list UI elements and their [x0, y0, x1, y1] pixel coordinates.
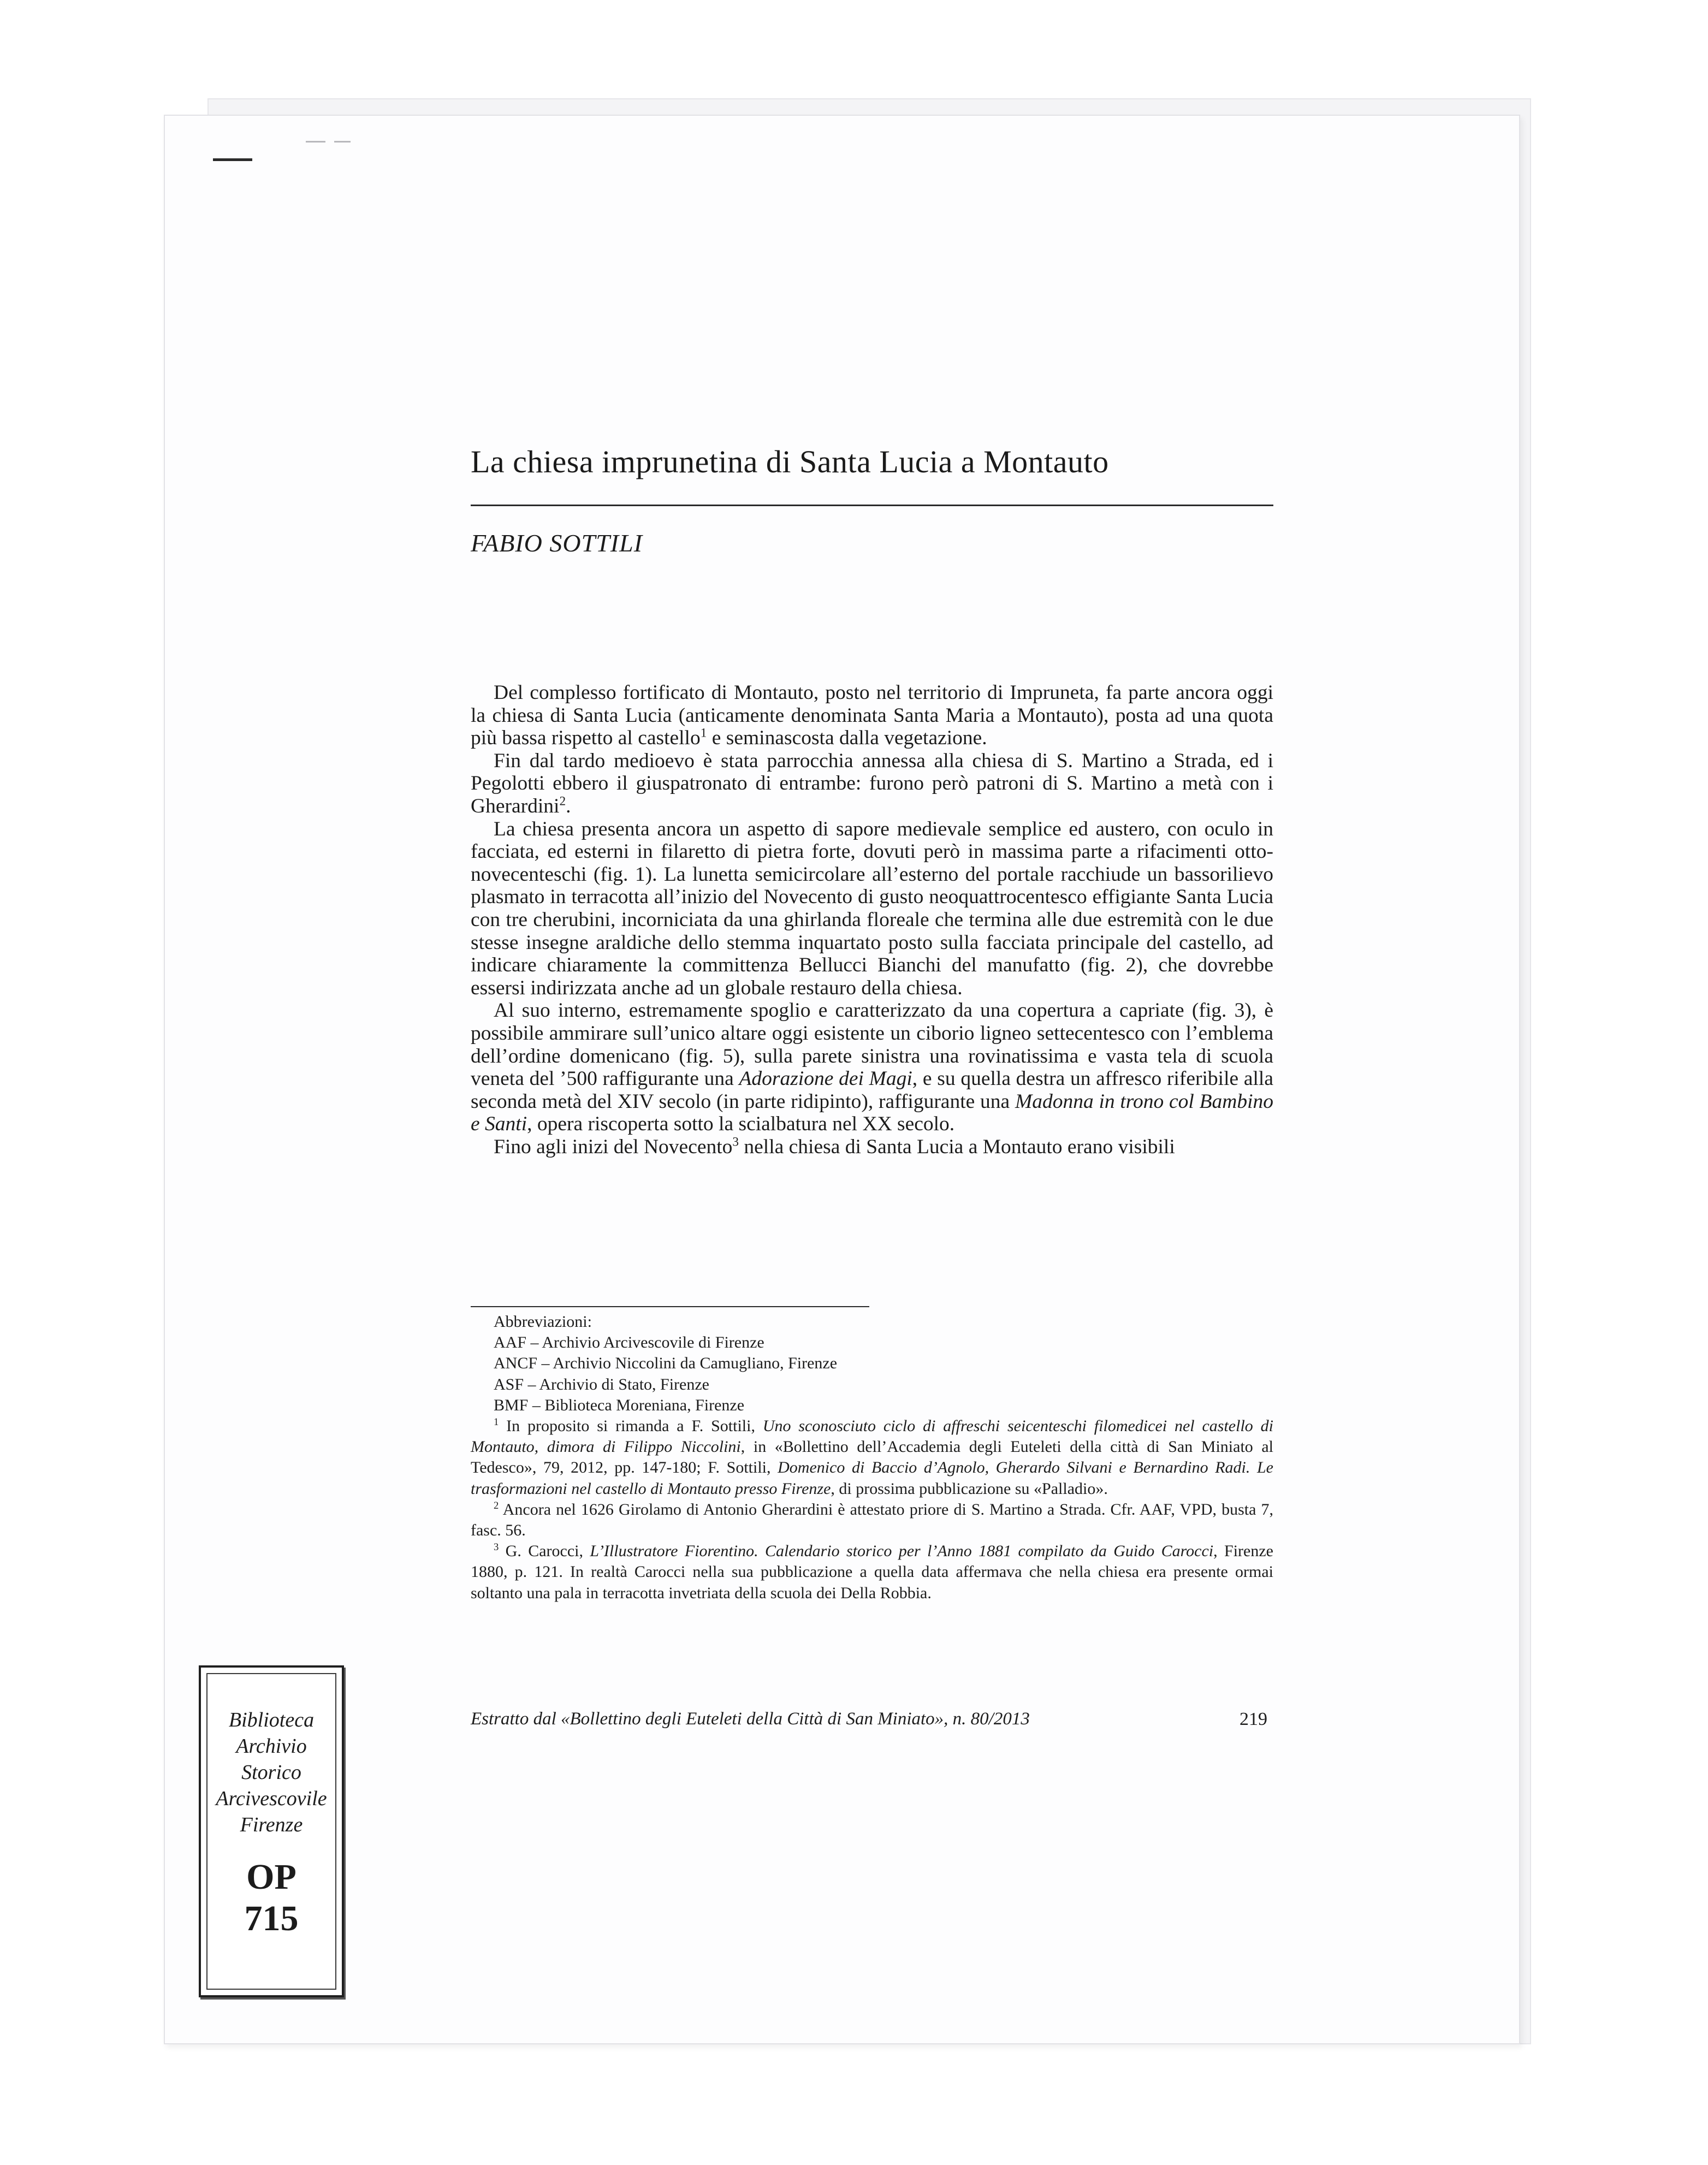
abbreviation-item: ANCF – Archivio Niccolini da Camugliano, Firenze: [494, 1354, 838, 1373]
staple-dash: [334, 141, 351, 143]
staple-mark: [213, 158, 252, 161]
label-line: Biblioteca: [228, 1709, 315, 1731]
abbreviation-item: BMF – Biblioteca Moreniana, Firenze: [494, 1396, 745, 1414]
label-line: Arcivescovile: [216, 1787, 327, 1810]
footnotes: [471, 1312, 1273, 1604]
article-body: [471, 681, 1273, 1158]
shelf-mark-number: 715: [244, 1899, 299, 1938]
footnote-rule: [471, 1306, 869, 1307]
article-author: FABIO SOTTILI: [471, 529, 643, 557]
label-line: Firenze: [240, 1813, 303, 1836]
footnote-1: $^1$ In proposito si rimanda a F. Sottili, Uno sconosciuto ciclo di affreschi seicenteschi filomedicei nel castello di Montauto, dimora di Filippo Niccolini, in «Bollettino dell’Accademia degli Euteleti della città di San Miniato al Tedesco», 79, 2012, pp. 147-180; F. Sottili, Domenico di Baccio d’Agnolo, Gherardo Silvani e Bernardino Radi. Le trasformazioni nel castello di Montauto presso Firenze, di prossima pubblicazione su «Palladio».: [471, 1416, 1274, 1498]
paragraph: Del complesso fortificato di Montauto, posto nel territorio di Impruneta, fa parte ancora oggi la chiesa di Santa Lucia (anticamente denominata Santa Maria a Montauto), posta ad una quota più bassa rispetto al castello$^1$ e seminascosta dalla vegetazione.: [471, 681, 1273, 750]
footnote-ref: 3: [732, 1135, 739, 1149]
footnote-3: $^3$ G. Carocci, L’Illustratore Fiorentino. Calendario storico per l’Anno 1881 compilato da Guido Carocci, Firenze 1880, p. 121. In realtà Carocci nella sua pubblicazione a quella data affermava che nella chiesa era presente ormai soltanto una pala in terracotta invetriata della scuola dei Della Robbia.: [471, 1541, 1273, 1602]
page-number: 219: [1240, 1709, 1267, 1729]
paragraph: La chiesa presenta ancora un aspetto di sapore medievale semplice ed austero, con oculo in facciata, ed esterni in filaretto di pietra forte, dovuti però in massima parte a rifacimenti otto-novecenteschi (fig. 1). La lunetta semicircolare all’esterno del portale racchiude un bassorilievo plasmato in terracotta all’inizio del Novecento di gusto neoquattrocentesco effigiante Santa Lucia con tre cherubini, incorniciata da una ghirlanda floreale che termina alle due estremità con le due stesse insegne araldiche dello stemma inquartato posto sulla facciata principale del castello, ad indicare chiaramente la committenza Bellucci Bianchi del manufatto (fig. 2), che dovrebbe essersi indirizzata anche ad un globale restauro della chiesa.: [471, 817, 1273, 999]
library-label: [199, 1665, 344, 1997]
paragraph: Al suo interno, estremamente spoglio e caratterizzato da una copertura a capriate (fig. 3), è possibile ammirare sull’unico altare oggi esistente un ciborio ligneo settecentesco con l’emblema dell’ordine domenicano (fig. 5), sulla parete sinistra una rovinatissima e vasta tela di scuola veneta del ’500 raffigurante una Adorazione dei Magi, e su quella destra un affresco riferibile alla seconda metà del XIV secolo (in parte ridipinto), raffigurante una Madonna in trono col Bambino e Santi, opera riscoperta sotto la scialbatura nel XX secolo.: [471, 999, 1274, 1136]
abbreviation-item: ASF – Archivio di Stato, Firenze: [494, 1375, 709, 1393]
abbreviations-heading: Abbreviazioni:: [494, 1313, 592, 1331]
footnote-ref: 1: [700, 726, 707, 740]
title-rule: [471, 505, 1273, 506]
shelf-mark-prefix: OP: [246, 1857, 296, 1897]
footer-source: Estratto dal «Bollettino degli Euteleti della Città di San Miniato», n. 80/2013: [471, 1709, 1030, 1729]
label-line: Storico: [241, 1761, 301, 1784]
footnote-2: $^2$ Ancora nel 1626 Girolamo di Antonio Gherardini è attestato priore di S. Martino a Strada. Cfr. AAF, VPD, busta 7, fasc. 56.: [471, 1499, 1273, 1540]
paragraph: Fino agli inizi del Novecento$^3$ nella chiesa di Santa Lucia a Montauto erano visibili: [494, 1135, 1175, 1158]
staple-dash: [306, 141, 325, 143]
footnote-ref: 2: [559, 794, 566, 809]
paragraph: Fin dal tardo medioevo è stata parrocchia annessa alla chiesa di S. Martino a Strada, ed i Pegolotti ebbero il giuspatronato di entrambe: furono però patroni di S. Martino a metà con i Gherardini$^2$.: [471, 749, 1273, 817]
abbreviation-item: AAF – Archivio Arcivescovile di Firenze: [494, 1333, 764, 1352]
article-title: La chiesa imprunetina di Santa Lucia a Montauto: [471, 444, 1109, 479]
label-line: Archivio: [236, 1735, 307, 1758]
library-label-frame: [206, 1673, 336, 1990]
